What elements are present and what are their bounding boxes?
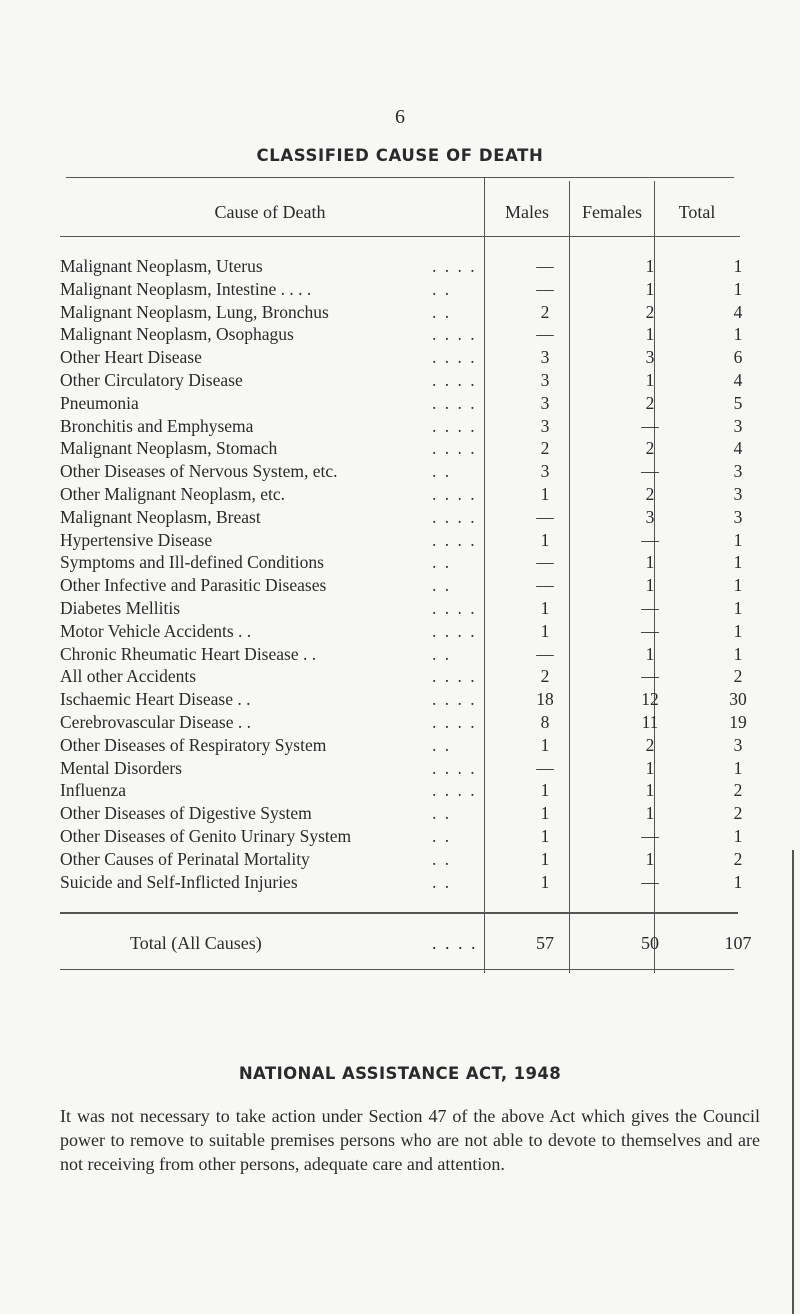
leader-dots: . .	[432, 734, 452, 755]
leader-dots: . .	[432, 301, 452, 322]
total-cell: 1	[733, 643, 743, 664]
table-row	[60, 506, 743, 528]
table-row	[60, 301, 743, 323]
table-row	[60, 734, 743, 756]
cause-cell: Malignant Neoplasm, Lung, Bronchus	[60, 301, 329, 322]
males-cell: 1	[540, 529, 550, 550]
table-row	[60, 575, 743, 596]
cause-cell: Mental Disorders	[60, 757, 182, 778]
header-females: Females	[582, 202, 642, 222]
leader-dots: . . . .	[432, 347, 477, 368]
page-title: CLASSIFIED CAUSE OF DEATH	[256, 146, 544, 165]
males-cell: 3	[540, 415, 550, 436]
males-cell: 18	[536, 689, 554, 710]
total-cell: 1	[733, 575, 743, 596]
males-cell: 3	[540, 370, 550, 390]
males-cell: 3	[540, 392, 550, 413]
females-cell: 1	[645, 757, 655, 778]
total-cell: 4	[733, 438, 743, 459]
total-cell: 2	[733, 780, 743, 801]
total-top-rule	[60, 912, 738, 914]
leader-dots: . . . .	[432, 529, 477, 550]
table-row	[60, 484, 743, 505]
leader-dots: . .	[432, 575, 452, 596]
cause-cell: Motor Vehicle Accidents . .	[60, 620, 252, 641]
females-cell: 2	[645, 734, 655, 755]
leader-dots: . . . .	[432, 484, 477, 504]
total-males: 57	[536, 933, 554, 953]
cause-cell: Pneumonia	[60, 392, 139, 413]
females-cell: 1	[645, 552, 655, 573]
leader-dots: . . . .	[432, 757, 477, 778]
total-cell: 3	[733, 461, 743, 482]
leader-dots: . .	[432, 461, 452, 482]
header-males: Males	[505, 202, 549, 222]
females-cell: 1	[645, 780, 655, 801]
cause-cell: Other Infective and Parasitic Diseases	[60, 575, 327, 596]
leader-dots: . . . .	[432, 598, 477, 618]
males-cell: 2	[540, 666, 550, 687]
total-cell: 2	[733, 803, 743, 824]
table-row	[60, 757, 743, 779]
males-cell: 1	[540, 826, 550, 846]
females-cell: —	[641, 598, 659, 618]
leader-dots: . . . .	[432, 370, 477, 390]
cause-cell: Other Diseases of Respiratory System	[60, 734, 327, 755]
cause-cell: Suicide and Self-Inflicted Injuries	[60, 871, 298, 892]
males-cell: —	[536, 757, 554, 778]
total-cell: 1	[733, 826, 743, 846]
total-cell: 1	[733, 552, 743, 573]
total-cell: 1	[733, 598, 743, 618]
total-cell: 1	[733, 757, 743, 778]
females-cell: 2	[645, 301, 655, 322]
section-heading: NATIONAL ASSISTANCE ACT, 1948	[238, 1064, 562, 1083]
cause-cell: Other Diseases of Nervous System, etc.	[60, 461, 338, 482]
section-paragraph: It was not necessary to take action under Section 47 of the above Act which gives the Council power to remove to suitable premises persons who are not able to devote to themselves and are not receiving from other persons, adequate care and attention.	[60, 1106, 760, 1174]
males-cell: 1	[540, 598, 550, 618]
females-cell: 1	[645, 575, 655, 596]
females-cell: 2	[645, 438, 655, 459]
table-row	[60, 370, 743, 391]
total-cell: 3	[733, 734, 743, 755]
males-cell: —	[536, 278, 554, 299]
table-row	[60, 392, 743, 414]
table-row	[60, 826, 743, 847]
total-cell: 6	[733, 347, 743, 368]
males-cell: 8	[540, 712, 550, 732]
total-cell: 2	[733, 848, 743, 869]
table-row	[60, 620, 743, 642]
table-row	[60, 803, 743, 824]
cause-cell: Malignant Neoplasm, Osophagus	[60, 324, 294, 345]
females-cell: —	[641, 871, 659, 892]
females-cell: 2	[645, 392, 655, 413]
leader-dots: . . . .	[432, 415, 477, 436]
females-cell: —	[641, 529, 659, 550]
leader-dots: . . . .	[432, 689, 477, 710]
leader-dots: . .	[432, 278, 452, 299]
females-cell: —	[641, 415, 659, 436]
total-cell: 3	[733, 415, 743, 436]
table-row	[60, 415, 743, 437]
males-cell: 1	[540, 780, 550, 801]
leader-dots: . . . .	[432, 666, 477, 687]
females-cell: —	[641, 461, 659, 482]
males-cell: 2	[540, 438, 550, 459]
cause-cell: Malignant Neoplasm, Breast	[60, 506, 261, 527]
table-row	[60, 256, 743, 277]
table-row	[60, 461, 743, 482]
males-cell: —	[536, 506, 554, 527]
females-cell: 11	[641, 712, 659, 732]
males-cell: —	[536, 324, 554, 345]
header-cause: Cause of Death	[214, 202, 326, 222]
table-top-rule	[66, 177, 734, 178]
cause-cell: Symptoms and Ill-defined Conditions	[60, 552, 324, 573]
cause-cell: Ischaemic Heart Disease . .	[60, 689, 251, 710]
table-row	[60, 552, 743, 573]
females-cell: 1	[645, 278, 655, 299]
females-cell: —	[641, 826, 659, 846]
table-row	[60, 529, 743, 551]
cause-cell: Hypertensive Disease	[60, 529, 213, 550]
females-cell: 1	[645, 803, 655, 824]
total-cell: 19	[729, 712, 747, 732]
total-cell: 1	[733, 278, 743, 299]
females-cell: —	[641, 620, 659, 641]
males-cell: 2	[540, 301, 550, 322]
females-cell: 1	[645, 324, 655, 345]
females-cell: 2	[645, 484, 655, 504]
leader-dots: . . . .	[432, 506, 477, 527]
page-edge-rule	[792, 850, 794, 1314]
cause-cell: All other Accidents	[60, 666, 197, 687]
females-cell: —	[641, 666, 659, 687]
leader-dots: . .	[432, 643, 452, 664]
females-cell: 1	[645, 256, 655, 276]
table-row	[60, 780, 743, 801]
cause-cell: Other Malignant Neoplasm, etc.	[60, 484, 286, 504]
males-cell: —	[536, 552, 554, 573]
cause-cell: Other Causes of Perinatal Mortality	[60, 848, 310, 869]
leader-dots: . .	[432, 552, 452, 573]
total-cell: 5	[733, 392, 743, 413]
table-bottom-rule	[60, 969, 734, 970]
cause-cell: Other Circulatory Disease	[60, 370, 243, 390]
total-cell: 1	[733, 324, 743, 345]
total-females: 50	[641, 933, 659, 953]
cause-cell: Influenza	[60, 780, 127, 801]
cause-cell: Other Diseases of Digestive System	[60, 803, 312, 824]
males-cell: 1	[540, 620, 550, 641]
males-cell: 3	[540, 347, 550, 368]
table-row	[60, 347, 743, 368]
table-row	[60, 278, 743, 300]
leader-dots: . . . .	[432, 620, 477, 641]
leader-dots: . . . .	[432, 438, 477, 459]
males-cell: 1	[540, 803, 550, 824]
total-cell: 1	[733, 871, 743, 892]
leader-dots: . .	[432, 803, 452, 824]
cause-cell: Diabetes Mellitis	[60, 598, 181, 618]
cause-cell: Bronchitis and Emphysema	[60, 415, 254, 436]
leader-dots: . . . .	[432, 256, 477, 276]
males-cell: 3	[540, 461, 550, 482]
females-cell: 1	[645, 848, 655, 869]
total-row	[60, 931, 752, 955]
females-cell: 3	[645, 506, 655, 527]
leader-dots: . .	[432, 871, 452, 892]
total-cell: 3	[733, 506, 743, 527]
table-row	[60, 871, 743, 893]
table-row	[60, 643, 743, 665]
table-row	[60, 324, 743, 345]
total-cell: 4	[733, 370, 743, 390]
leader-dots: . . . .	[432, 392, 477, 413]
cause-cell: Other Heart Disease	[60, 347, 202, 368]
leader-dots: . .	[432, 848, 452, 869]
total-total: 107	[724, 933, 752, 953]
table-row	[60, 598, 743, 619]
males-cell: —	[536, 643, 554, 664]
page-number: 6	[395, 106, 405, 128]
total-cell: 1	[733, 529, 743, 550]
table-row	[60, 689, 747, 710]
total-cell: 1	[733, 620, 743, 641]
table-row	[60, 438, 743, 459]
total-label: Total (All Causes)	[130, 933, 262, 953]
males-cell: 1	[540, 734, 550, 755]
females-cell: 1	[645, 643, 655, 664]
cause-cell: Chronic Rheumatic Heart Disease . .	[60, 643, 317, 664]
leader-dots: . . . .	[432, 780, 477, 801]
leader-dots: . . . .	[432, 712, 477, 732]
females-cell: 12	[641, 689, 659, 710]
total-cell: 1	[733, 256, 743, 276]
header-total: Total	[678, 202, 716, 222]
total-cell: 2	[733, 666, 743, 687]
cause-cell: Other Diseases of Genito Urinary System	[60, 826, 352, 846]
cause-cell: Malignant Neoplasm, Intestine . . . .	[60, 278, 312, 299]
males-cell: 1	[540, 871, 550, 892]
females-cell: 3	[645, 347, 655, 368]
males-cell: —	[536, 575, 554, 596]
leader-dots: . .	[432, 826, 452, 846]
table-row	[60, 712, 747, 733]
males-cell: 1	[540, 484, 550, 504]
males-cell: —	[536, 256, 554, 276]
leader-dots: . . . .	[432, 933, 478, 953]
cause-cell: Cerebrovascular Disease . .	[60, 712, 251, 732]
cause-cell: Malignant Neoplasm, Stomach	[60, 438, 278, 459]
females-cell: 1	[645, 370, 655, 390]
males-cell: 1	[540, 848, 550, 869]
table-row	[60, 848, 743, 870]
cause-cell: Malignant Neoplasm, Uterus	[60, 256, 263, 276]
total-cell: 4	[733, 301, 743, 322]
leader-dots: . . . .	[432, 324, 477, 345]
table-row	[60, 666, 743, 687]
total-cell: 3	[733, 484, 743, 504]
header-bottom-rule	[60, 236, 740, 237]
total-cell: 30	[729, 689, 747, 710]
